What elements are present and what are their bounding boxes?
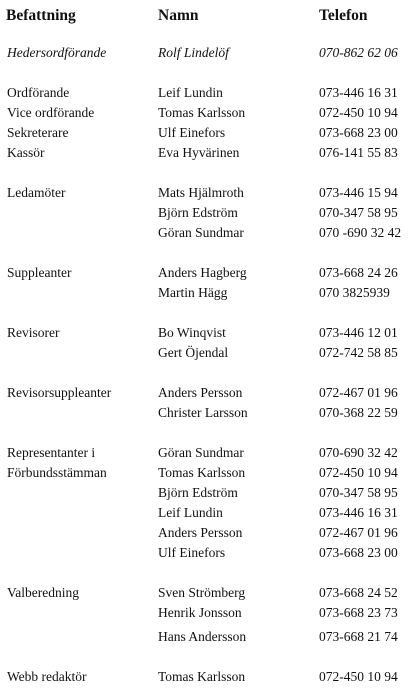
name-cell: Hans Andersson [158,629,247,644]
phone-cell: 070-347 58 95 [319,205,398,220]
header-position: Befattning [6,7,76,24]
phone-cell: 073-668 24 26 [319,265,398,280]
position-cell: Revisorsuppleanter [7,385,112,400]
position-cell: Suppleanter [7,265,72,280]
table-row [0,627,419,647]
phone-cell: 070 -690 32 42 [319,225,402,240]
name-cell: Rolf Lindelöf [158,45,229,60]
position-cell: Ledamöter [7,185,66,200]
name-cell: Leif Lundin [158,505,223,520]
phone-cell: 072-742 58 85 [319,345,398,360]
name-cell: Ulf Einefors [158,545,226,560]
position-cell: Ordförande [7,85,70,100]
table-row [0,263,419,283]
position-cell: Valberedning [7,585,79,600]
table-row [0,143,419,163]
table-row [0,103,419,123]
name-cell: Tomas Karlsson [158,465,246,480]
name-cell: Bo Winqvist [158,325,226,340]
table-row [0,503,419,523]
position-cell: Sekreterare [7,125,69,140]
table-row [0,283,419,303]
position-cell: Representanter i [7,445,96,460]
phone-cell: 073-668 23 73 [319,605,398,620]
name-cell: Mats Hjälmroth [158,185,244,200]
phone-cell: 072-450 10 94 [319,465,398,480]
name-cell: Tomas Karlsson [158,669,246,684]
position-cell: Kassör [7,145,45,160]
name-cell: Henrik Jonsson [158,605,242,620]
name-cell: Sven Strömberg [158,585,246,600]
name-cell: Leif Lundin [158,85,223,100]
name-cell: Ulf Einefors [158,125,226,140]
name-cell: Gert Öjendal [158,345,229,360]
phone-cell: 072-467 01 96 [319,525,398,540]
phone-cell: 073-668 24 52 [319,585,398,600]
name-cell: Christer Larsson [158,405,248,420]
name-cell: Björn Edström [158,485,238,500]
table-row [0,463,419,483]
table-row [0,583,419,603]
name-cell: Göran Sundmar [158,225,244,240]
name-cell: Anders Hagberg [158,265,247,280]
phone-cell: 070-862 62 06 [319,45,398,60]
table-row [0,543,419,563]
position-cell: Hedersordförande [7,45,107,60]
name-cell: Anders Persson [158,525,243,540]
position-cell: Revisorer [7,325,60,340]
name-cell: Björn Edström [158,205,238,220]
position-cell: Vice ordförande [7,105,95,120]
header-phone: Telefon [319,7,368,24]
table-row [0,83,419,103]
table-row [0,403,419,423]
table-row [0,667,419,687]
phone-cell: 070-690 32 42 [319,445,398,460]
name-cell: Anders Persson [158,385,243,400]
name-cell: Tomas Karlsson [158,105,246,120]
phone-cell: 072-450 10 94 [319,105,398,120]
phone-cell: 070-368 22 59 [319,405,398,420]
table-row [0,203,419,223]
table-row [0,183,419,203]
phone-cell: 073-446 15 94 [319,185,398,200]
table-row [0,343,419,363]
phone-cell: 070 3825939 [319,285,390,300]
name-cell: Martin Hägg [158,285,228,300]
table-row [0,443,419,463]
phone-cell: 073-446 16 31 [319,505,398,520]
phone-cell: 073-668 23 00 [319,125,398,140]
phone-cell: 073-668 23 00 [319,545,398,560]
position-cell: Webb redaktör [7,669,87,684]
table-row [0,603,419,623]
phone-cell: 072-450 10 94 [319,669,398,684]
phone-cell: 072-467 01 96 [319,385,398,400]
phone-cell: 073-668 21 74 [319,629,398,644]
table-row [0,43,419,63]
table-row [0,323,419,343]
table-row [0,523,419,543]
table-row [0,123,419,143]
table-row [0,223,419,243]
phone-cell: 070-347 58 95 [319,485,398,500]
table-row [0,483,419,503]
phone-cell: 073-446 16 31 [319,85,398,100]
name-cell: Eva Hyvärinen [158,145,240,160]
phone-cell: 076-141 55 83 [319,145,398,160]
phone-cell: 073-446 12 01 [319,325,398,340]
header-name: Namn [158,7,199,24]
position-cell-line-2: Förbundsstämman [7,465,107,480]
name-cell: Göran Sundmar [158,445,244,460]
table-row [0,383,419,403]
